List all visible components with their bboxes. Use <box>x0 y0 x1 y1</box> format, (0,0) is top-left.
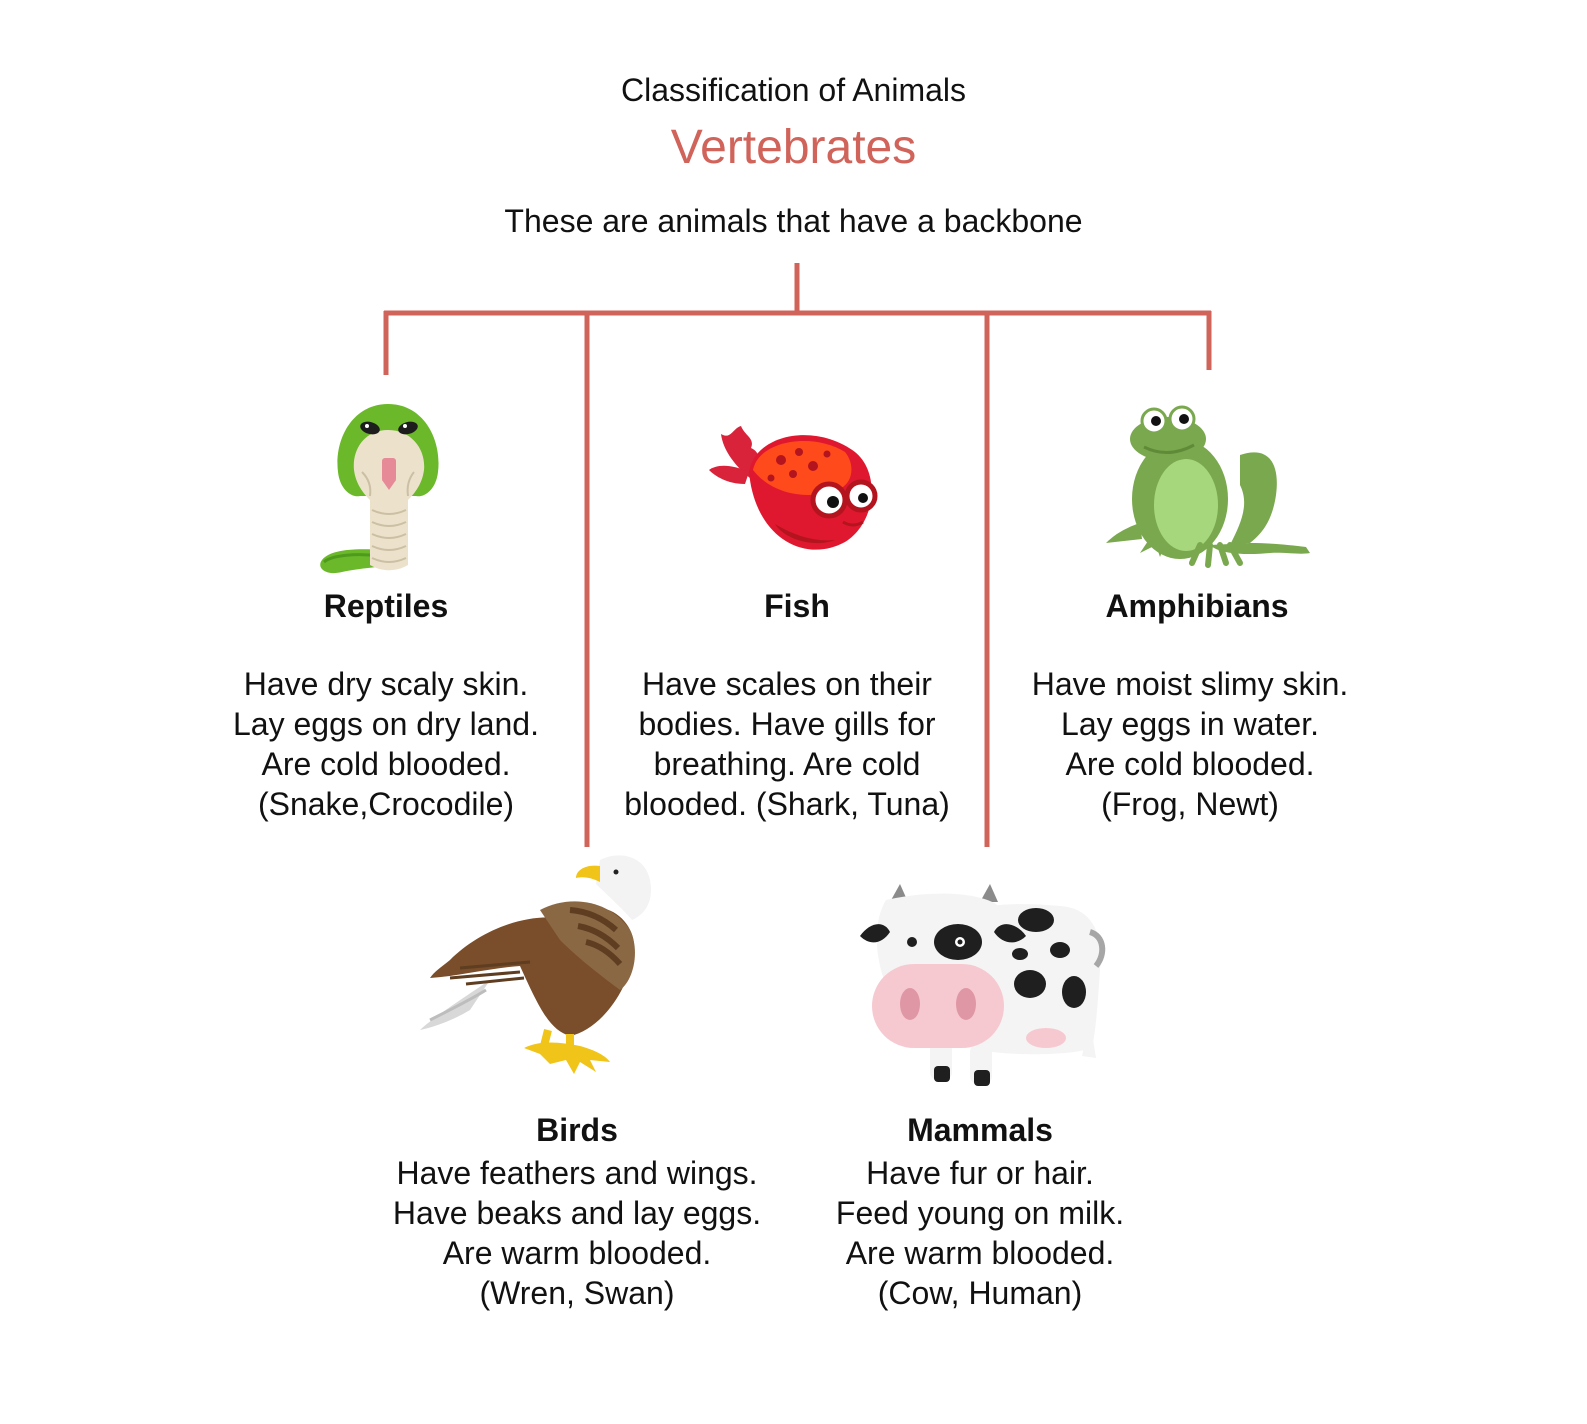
description-line: Have fur or hair. <box>866 1155 1094 1191</box>
snake-icon <box>312 400 464 575</box>
group-title-birds: Birds <box>536 1112 618 1148</box>
description-line: bodies. Have gills for <box>638 706 936 742</box>
group-description-birds <box>377 1153 777 1313</box>
group-description-reptiles <box>186 664 586 824</box>
description-line: (Wren, Swan) <box>479 1275 675 1311</box>
group-title-amphibians: Amphibians <box>1105 588 1289 624</box>
description-line: Have moist slimy skin. <box>1031 666 1349 702</box>
description-line: Feed young on milk. <box>835 1195 1125 1231</box>
description-line: Are cold blooded. <box>1065 746 1315 782</box>
frog-icon <box>1100 405 1315 575</box>
description-line: Are warm blooded. <box>845 1235 1115 1271</box>
description-line: blooded. (Shark, Tuna) <box>624 786 950 822</box>
group-title-reptiles: Reptiles <box>323 588 449 624</box>
description-line: breathing. Are cold <box>653 746 921 782</box>
eagle-icon <box>420 850 670 1080</box>
fish-icon <box>705 412 895 562</box>
group-description-fish <box>587 664 987 824</box>
description-line: Lay eggs in water. <box>1061 706 1319 742</box>
description-line: (Snake,Crocodile) <box>257 786 515 822</box>
super-title: Classification of Animals <box>620 72 967 108</box>
description-line: Have dry scaly skin. <box>243 666 529 702</box>
group-description-mammals <box>780 1153 1180 1313</box>
description-line: Are cold blooded. <box>261 746 511 782</box>
description-line: Have feathers and wings. <box>396 1155 758 1191</box>
subtitle: These are animals that have a backbone <box>504 203 1083 239</box>
description-line: (Cow, Human) <box>877 1275 1083 1311</box>
description-line: Have scales on their <box>642 666 932 702</box>
group-title-fish: Fish <box>764 588 830 624</box>
description-line: Lay eggs on dry land. <box>233 706 539 742</box>
description-line: Are warm blooded. <box>442 1235 712 1271</box>
group-description-amphibians <box>990 664 1390 824</box>
description-line: (Frog, Newt) <box>1101 786 1279 822</box>
description-line: Have beaks and lay eggs. <box>392 1195 762 1231</box>
cow-icon <box>860 880 1120 1090</box>
page-title: Vertebrates <box>670 121 917 174</box>
group-title-mammals: Mammals <box>907 1112 1053 1148</box>
